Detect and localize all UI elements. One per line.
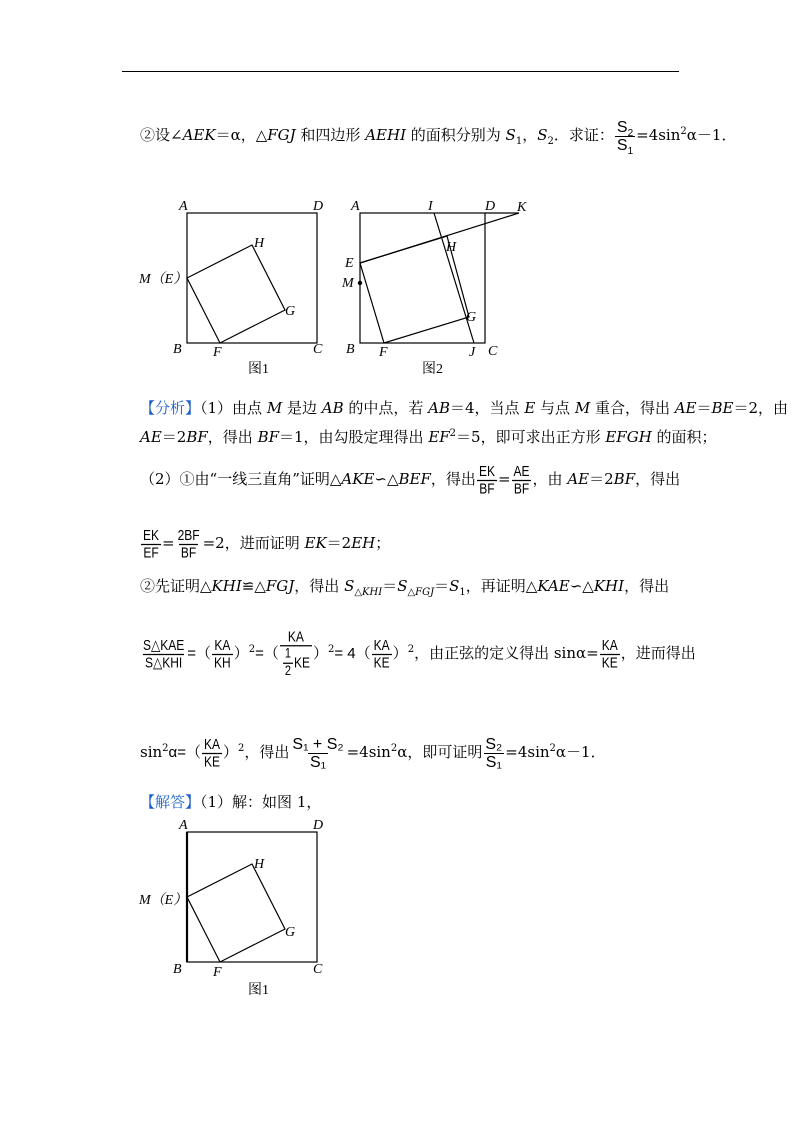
label-D-2: D: [485, 199, 496, 214]
square-abcd-3: [187, 832, 317, 962]
label-M-2: M: [342, 276, 354, 291]
analysis-line-1: 【分析】（1）由点 M 是边 AB 的中点，若 AB＝4，当点 E 与点 M 重合，得出 AE＝BE＝2，由: [140, 399, 789, 417]
figure-1-caption: 图1: [248, 362, 269, 377]
fraction-ka-ke-2: $\frac{KA}{KE}$: [601, 635, 618, 671]
analysis-line-2: AE＝2BF，得出 BF＝1，由勾股定理得出 $EF^2=5$，即可求出正方形 EFGH 的面积；: [140, 428, 717, 446]
label-C: C: [313, 342, 323, 357]
label-A: A: [179, 199, 188, 214]
label-F-3: F: [213, 965, 222, 980]
fraction-s2-s1-b: $\frac{\text{S₂}}{\text{S₁}}$: [485, 735, 503, 771]
label-D: D: [313, 199, 324, 214]
analysis-line-3: （2）①由“一线三直角”证明△AKE∽△BEF，得出 $\frac{EK}{BF}$ = $\frac{AE}{BF}$ ，由 AE＝2BF，得出: [140, 461, 681, 497]
analysis-line-7: $\sin^2\alpha=$（ $\frac{KA}{KE}$ ）$^2$，得出 $\frac{\text{S₁ + S₂}}{\text{S₁}}$ $=4\sin^2\alpha$，即可证明 $\frac{\text{S₂}}{\text{S₁}}$ $=4\sin^2\alpha-1$．: [140, 734, 606, 771]
label-K: K: [517, 200, 527, 215]
label-B-3: B: [173, 962, 182, 977]
fraction-ka-half-ke: KA $\frac{1}{2}$ KE: [280, 628, 312, 679]
solution-tag: 【解答】: [140, 793, 201, 811]
label-G: G: [285, 304, 296, 319]
label-M-E-3: M（E）: [139, 893, 188, 908]
square-efgh: [187, 245, 285, 343]
figure-2-caption: 图2: [422, 362, 443, 377]
fraction-ae-bf: $\frac{AE}{BF}$: [513, 461, 530, 497]
label-G-3: G: [285, 925, 296, 940]
fraction-area-ratio: $\frac{\text{S△KAE}}{\text{S△KHI}}$: [143, 635, 185, 671]
fraction-ka-ke-1: $\frac{KA}{KE}$: [373, 635, 390, 671]
point-M: [358, 281, 362, 285]
fraction-ek-ef: $\frac{EK}{EF}$: [143, 525, 160, 561]
label-D-3: D: [313, 818, 324, 833]
fraction-ek-bf: $\frac{EK}{BF}$: [478, 461, 495, 497]
fraction-2bf-bf: $\frac{2BF}{BF}$: [177, 525, 200, 561]
label-M-E: M（E）: [139, 272, 188, 287]
fraction-ka-kh: $\frac{KA}{KH}$: [214, 635, 231, 671]
analysis-line-4: $\frac{EK}{EF}$ = $\frac{2BF}{BF}$ =2，进而证明 EK＝2EH；: [143, 525, 391, 561]
analysis-tag: 【分析】: [140, 399, 201, 417]
figure-2: [335, 193, 545, 383]
label-H: H: [254, 236, 265, 251]
label-E-2: E: [345, 256, 354, 271]
label-C-2: C: [488, 344, 498, 359]
label-J: J: [469, 345, 476, 360]
label-F: F: [213, 345, 222, 360]
fraction-ka-ke-3: $\frac{KA}{KE}$: [203, 734, 220, 770]
label-B-2: B: [346, 342, 355, 357]
label-C-3: C: [313, 962, 323, 977]
problem-statement-2: ②设∠AEK＝α，△FGJ 和四边形 AEHI 的面积分别为 $S_1$，$S_2$．求证： $\frac{S_2}{S_1}$ $=4\sin^2\alpha-1$．: [140, 118, 737, 157]
label-F-2: F: [379, 345, 388, 360]
square-efgh-3: [187, 864, 285, 962]
figure-1: [135, 193, 345, 383]
analysis-line-6: $\frac{\text{S△KAE}}{\text{S△KHI}}$ =（ $\frac{KA}{KH}$ ）$^2$=（ KA $\frac{1}{2}$ KE ）$^2$= 4（ $\frac{KA}{KE}$ ）$^2$，由正弦的定义得出 sinα= $\frac{KA}{KE}$ ，进而得出: [143, 627, 696, 679]
label-A-2: A: [351, 199, 360, 214]
label-B: B: [173, 342, 182, 357]
fraction-s1-plus-s2: $\frac{\text{S₁ + S₂}}{\text{S₁}}$: [292, 735, 344, 771]
figure-1-bottom: [135, 812, 345, 1002]
fraction-s2-s1: $\frac{S_2}{S_1}$: [616, 118, 634, 157]
label-H-3: H: [254, 857, 265, 872]
label-A-3: A: [179, 818, 188, 833]
analysis-line-5: ②先证明△KHI≌△FGJ，得出 $S_{\triangle KHI}=S_{\triangle FGJ}=S_1$，再证明△KAE∽△KHI，得出: [140, 577, 670, 598]
header-rule: [122, 71, 679, 72]
square-abcd: [187, 213, 317, 343]
figure-1-bottom-caption: 图1: [248, 983, 269, 998]
label-H-2: H: [446, 240, 457, 255]
label-G-2: G: [466, 310, 477, 325]
solution-line-1: 【解答】（1）解：如图 1，: [140, 793, 322, 811]
label-I: I: [428, 199, 433, 214]
